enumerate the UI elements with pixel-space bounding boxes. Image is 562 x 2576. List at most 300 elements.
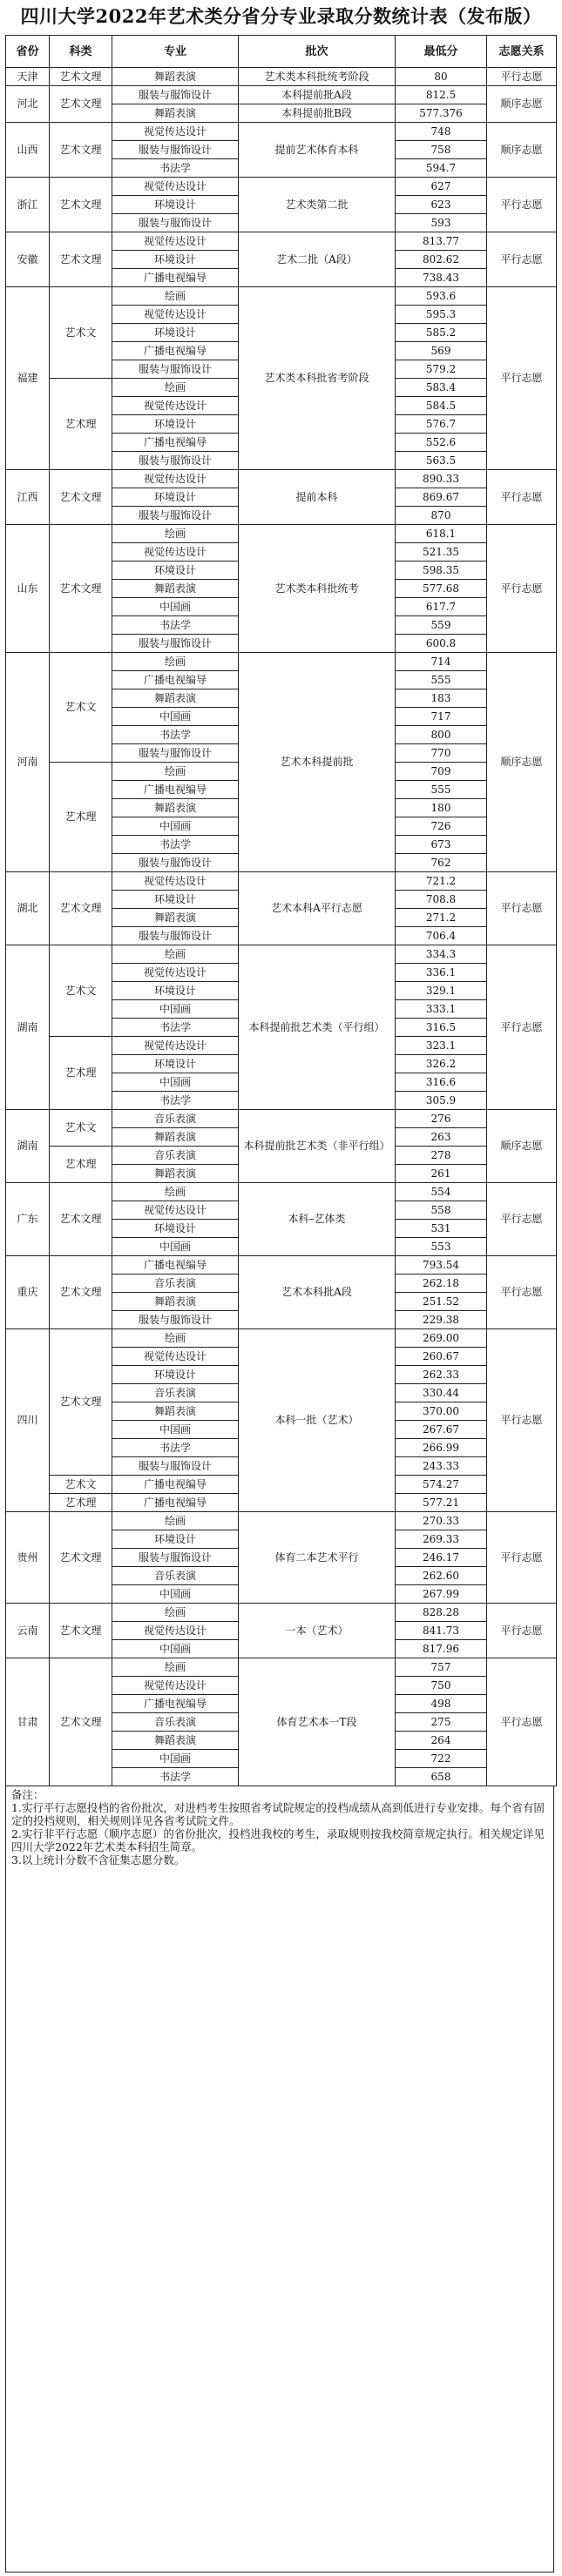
cell-min-score: 271.2 xyxy=(396,909,487,927)
table-header-row xyxy=(6,36,557,68)
cell-major: 环境设计 xyxy=(112,1220,239,1238)
cell-volunteer: 平行志愿 xyxy=(487,287,557,470)
cell-min-score: 817.96 xyxy=(396,1640,487,1658)
table-row xyxy=(6,86,557,104)
cell-batch: 艺术二批（A段） xyxy=(239,232,396,287)
cell-min-score: 262.18 xyxy=(396,1275,487,1293)
cell-min-score: 595.3 xyxy=(396,306,487,324)
cell-subject: 艺术文理 xyxy=(50,1256,112,1329)
cell-major: 环境设计 xyxy=(112,562,239,580)
table-row xyxy=(6,68,557,86)
header-province: 省份 xyxy=(6,36,50,68)
cell-min-score: 721.2 xyxy=(396,872,487,891)
cell-volunteer: 平行志愿 xyxy=(487,232,557,287)
cell-major: 视觉传达设计 xyxy=(112,1677,239,1695)
cell-min-score: 770 xyxy=(396,744,487,763)
cell-major: 中国画 xyxy=(112,708,239,726)
cell-min-score: 262.33 xyxy=(396,1366,487,1384)
cell-min-score: 802.62 xyxy=(396,251,487,269)
cell-major: 绘画 xyxy=(112,287,239,306)
cell-min-score: 722 xyxy=(396,1750,487,1768)
cell-min-score: 80 xyxy=(396,68,487,86)
cell-major: 舞蹈表演 xyxy=(112,799,239,817)
cell-batch: 艺术类第二批 xyxy=(239,178,396,232)
cell-major: 环境设计 xyxy=(112,324,239,342)
cell-major: 服装与服饰设计 xyxy=(112,141,239,159)
cell-subject: 艺术文理 xyxy=(50,1329,112,1476)
cell-batch: 本科提前批B段 xyxy=(239,104,396,123)
table-row xyxy=(6,525,557,543)
cell-min-score: 262.60 xyxy=(396,1567,487,1585)
cell-major: 书法学 xyxy=(112,726,239,744)
cell-major: 舞蹈表演 xyxy=(112,104,239,123)
cell-major: 环境设计 xyxy=(112,415,239,434)
cell-min-score: 726 xyxy=(396,817,487,836)
cell-major: 中国画 xyxy=(112,1000,239,1019)
cell-major: 视觉传达设计 xyxy=(112,1348,239,1366)
cell-subject: 艺术文理 xyxy=(50,68,112,86)
cell-subject: 艺术文 xyxy=(50,1110,112,1147)
cell-min-score: 263 xyxy=(396,1128,487,1147)
cell-volunteer: 平行志愿 xyxy=(487,470,557,525)
cell-major: 书法学 xyxy=(112,1092,239,1110)
table-row xyxy=(6,872,557,891)
cell-subject: 艺术理 xyxy=(50,1037,112,1110)
header-subject: 科类 xyxy=(50,36,112,68)
cell-min-score: 800 xyxy=(396,726,487,744)
table-row xyxy=(6,1604,557,1622)
cell-province: 安徽 xyxy=(6,232,50,287)
cell-min-score: 269.33 xyxy=(396,1530,487,1549)
cell-min-score: 555 xyxy=(396,671,487,689)
cell-major: 服装与服饰设计 xyxy=(112,744,239,763)
cell-major: 舞蹈表演 xyxy=(112,1402,239,1421)
cell-min-score: 333.1 xyxy=(396,1000,487,1019)
cell-subject: 艺术文 xyxy=(50,653,112,763)
table-row xyxy=(6,653,557,671)
cell-min-score: 267.99 xyxy=(396,1585,487,1604)
cell-major: 广播电视编导 xyxy=(112,1256,239,1275)
cell-major: 广播电视编导 xyxy=(112,1695,239,1713)
notes-section xyxy=(5,1786,554,2573)
cell-min-score: 260.67 xyxy=(396,1348,487,1366)
cell-major: 视觉传达设计 xyxy=(112,1622,239,1640)
cell-major: 环境设计 xyxy=(112,891,239,909)
cell-major: 视觉传达设计 xyxy=(112,964,239,982)
cell-major: 服装与服饰设计 xyxy=(112,927,239,945)
table-row xyxy=(6,232,557,251)
cell-major: 环境设计 xyxy=(112,1055,239,1073)
cell-min-score: 370.00 xyxy=(396,1402,487,1421)
cell-province: 湖北 xyxy=(6,872,50,945)
cell-major: 舞蹈表演 xyxy=(112,909,239,927)
cell-province: 广东 xyxy=(6,1183,50,1256)
cell-volunteer: 平行志愿 xyxy=(487,1256,557,1329)
table-row xyxy=(6,1329,557,1348)
cell-min-score: 577.21 xyxy=(396,1494,487,1512)
cell-min-score: 762 xyxy=(396,854,487,872)
page-title: 四川大学2022年艺术类分省分专业录取分数统计表（发布版） xyxy=(20,5,542,27)
cell-batch: 一本（艺术） xyxy=(239,1604,396,1658)
cell-major: 绘画 xyxy=(112,1512,239,1530)
cell-major: 环境设计 xyxy=(112,1366,239,1384)
note-line-3: 3.以上统计分数不含征集志愿分数。 xyxy=(11,1853,186,1866)
cell-min-score: 553 xyxy=(396,1238,487,1256)
score-table xyxy=(5,35,557,1786)
cell-province: 浙江 xyxy=(6,178,50,232)
cell-major: 音乐表演 xyxy=(112,1275,239,1293)
cell-min-score: 618.1 xyxy=(396,525,487,543)
cell-min-score: 569 xyxy=(396,342,487,360)
cell-major: 中国画 xyxy=(112,817,239,836)
cell-volunteer: 顺序志愿 xyxy=(487,1110,557,1183)
cell-province: 四川 xyxy=(6,1329,50,1512)
cell-min-score: 584.5 xyxy=(396,397,487,415)
cell-major: 中国画 xyxy=(112,1238,239,1256)
cell-province: 天津 xyxy=(6,68,50,86)
cell-subject: 艺术理 xyxy=(50,1147,112,1183)
cell-min-score: 264 xyxy=(396,1732,487,1750)
cell-min-score: 890.33 xyxy=(396,470,487,488)
cell-min-score: 577.68 xyxy=(396,580,487,598)
cell-major: 视觉传达设计 xyxy=(112,470,239,488)
cell-min-score: 305.9 xyxy=(396,1092,487,1110)
cell-min-score: 576.7 xyxy=(396,415,487,434)
cell-min-score: 269.00 xyxy=(396,1329,487,1348)
table-row xyxy=(6,1183,557,1201)
cell-major: 服装与服饰设计 xyxy=(112,214,239,232)
cell-batch: 本科提前批艺术类（平行组） xyxy=(239,945,396,1110)
cell-volunteer: 顺序志愿 xyxy=(487,123,557,178)
cell-province: 山东 xyxy=(6,525,50,653)
cell-min-score: 714 xyxy=(396,653,487,671)
cell-major: 音乐表演 xyxy=(112,1713,239,1732)
header-batch: 批次 xyxy=(239,36,396,68)
cell-major: 舞蹈表演 xyxy=(112,1128,239,1147)
header-min-score: 最低分 xyxy=(396,36,487,68)
cell-major: 绘画 xyxy=(112,1329,239,1348)
note-line-1: 1.实行平行志愿投档的省份批次，对进档考生按照省考试院规定的投档成绩从高到低进行专业安排。每个省有固定的投档规则，相关规则详见各省考试院文件。 xyxy=(11,1801,545,1827)
cell-min-score: 552.6 xyxy=(396,434,487,452)
cell-min-score: 598.35 xyxy=(396,562,487,580)
cell-major: 绘画 xyxy=(112,1604,239,1622)
cell-major: 广播电视编导 xyxy=(112,434,239,452)
cell-volunteer: 平行志愿 xyxy=(487,1329,557,1512)
table-row xyxy=(6,287,557,306)
cell-batch: 体育艺术本一T段 xyxy=(239,1658,396,1786)
cell-min-score: 275 xyxy=(396,1713,487,1732)
cell-min-score: 316.5 xyxy=(396,1019,487,1037)
cell-min-score: 334.3 xyxy=(396,945,487,964)
cell-major: 服装与服饰设计 xyxy=(112,1311,239,1329)
cell-min-score: 558 xyxy=(396,1201,487,1220)
cell-volunteer: 平行志愿 xyxy=(487,68,557,86)
cell-major: 音乐表演 xyxy=(112,1384,239,1402)
cell-major: 视觉传达设计 xyxy=(112,306,239,324)
cell-major: 广播电视编导 xyxy=(112,342,239,360)
cell-batch: 本科一批（艺术） xyxy=(239,1329,396,1512)
cell-major: 舞蹈表演 xyxy=(112,68,239,86)
cell-min-score: 623 xyxy=(396,196,487,214)
table-row xyxy=(6,1256,557,1275)
cell-subject: 艺术理 xyxy=(50,379,112,470)
cell-batch: 提前艺术体育本科 xyxy=(239,123,396,178)
cell-min-score: 574.27 xyxy=(396,1476,487,1494)
cell-batch: 艺术类本科批省考阶段 xyxy=(239,287,396,470)
cell-major: 环境设计 xyxy=(112,251,239,269)
cell-min-score: 758 xyxy=(396,141,487,159)
cell-min-score: 521.35 xyxy=(396,543,487,562)
cell-major: 视觉传达设计 xyxy=(112,397,239,415)
cell-batch: 体育二本艺术平行 xyxy=(239,1512,396,1604)
cell-min-score: 559 xyxy=(396,616,487,635)
cell-subject: 艺术文理 xyxy=(50,178,112,232)
cell-major: 视觉传达设计 xyxy=(112,543,239,562)
cell-min-score: 593.6 xyxy=(396,287,487,306)
cell-min-score: 498 xyxy=(396,1695,487,1713)
cell-min-score: 267.67 xyxy=(396,1421,487,1439)
cell-min-score: 183 xyxy=(396,689,487,708)
cell-min-score: 316.6 xyxy=(396,1073,487,1092)
cell-major: 舞蹈表演 xyxy=(112,1732,239,1750)
cell-volunteer: 顺序志愿 xyxy=(487,86,557,123)
cell-min-score: 278 xyxy=(396,1147,487,1165)
cell-min-score: 326.2 xyxy=(396,1055,487,1073)
table-body xyxy=(6,68,557,1786)
cell-min-score: 270.33 xyxy=(396,1512,487,1530)
cell-major: 服装与服饰设计 xyxy=(112,360,239,379)
cell-major: 视觉传达设计 xyxy=(112,232,239,251)
cell-batch: 本科–艺体类 xyxy=(239,1183,396,1256)
cell-province: 甘肃 xyxy=(6,1658,50,1786)
cell-major: 音乐表演 xyxy=(112,1110,239,1128)
cell-major: 环境设计 xyxy=(112,196,239,214)
cell-major: 中国画 xyxy=(112,1073,239,1092)
table-row xyxy=(6,470,557,488)
cell-major: 绘画 xyxy=(112,653,239,671)
cell-major: 书法学 xyxy=(112,616,239,635)
cell-min-score: 708.8 xyxy=(396,891,487,909)
cell-min-score: 750 xyxy=(396,1677,487,1695)
cell-min-score: 531 xyxy=(396,1220,487,1238)
cell-volunteer: 平行志愿 xyxy=(487,945,557,1110)
cell-min-score: 563.5 xyxy=(396,452,487,470)
cell-min-score: 555 xyxy=(396,781,487,799)
cell-major: 中国画 xyxy=(112,1585,239,1604)
cell-volunteer: 平行志愿 xyxy=(487,1604,557,1658)
cell-min-score: 323.1 xyxy=(396,1037,487,1055)
cell-min-score: 748 xyxy=(396,123,487,141)
table-row xyxy=(6,1658,557,1677)
cell-subject: 艺术文理 xyxy=(50,1512,112,1604)
cell-min-score: 617.7 xyxy=(396,598,487,616)
cell-batch: 本科提前批A段 xyxy=(239,86,396,104)
cell-min-score: 738.43 xyxy=(396,269,487,287)
cell-major: 视觉传达设计 xyxy=(112,1201,239,1220)
cell-min-score: 812.5 xyxy=(396,86,487,104)
cell-batch: 艺术类本科批统考 xyxy=(239,525,396,653)
table-row xyxy=(6,123,557,141)
cell-major: 广播电视编导 xyxy=(112,1476,239,1494)
cell-min-score: 658 xyxy=(396,1768,487,1786)
cell-major: 绘画 xyxy=(112,525,239,543)
cell-min-score: 757 xyxy=(396,1658,487,1677)
header-volunteer: 志愿关系 xyxy=(487,36,557,68)
cell-province: 江西 xyxy=(6,470,50,525)
cell-min-score: 261 xyxy=(396,1165,487,1183)
cell-major: 舞蹈表演 xyxy=(112,1165,239,1183)
cell-major: 音乐表演 xyxy=(112,1567,239,1585)
cell-min-score: 246.17 xyxy=(396,1549,487,1567)
header-major: 专业 xyxy=(112,36,239,68)
cell-major: 中国画 xyxy=(112,1750,239,1768)
cell-volunteer: 平行志愿 xyxy=(487,178,557,232)
cell-min-score: 600.8 xyxy=(396,635,487,653)
table-row xyxy=(6,178,557,196)
cell-major: 绘画 xyxy=(112,379,239,397)
cell-major: 视觉传达设计 xyxy=(112,1037,239,1055)
cell-province: 河南 xyxy=(6,653,50,872)
table-row xyxy=(6,1512,557,1530)
cell-subject: 艺术文 xyxy=(50,945,112,1037)
cell-min-score: 593 xyxy=(396,214,487,232)
cell-min-score: 841.73 xyxy=(396,1622,487,1640)
cell-subject: 艺术文理 xyxy=(50,86,112,123)
cell-subject: 艺术文理 xyxy=(50,123,112,178)
cell-province: 贵州 xyxy=(6,1512,50,1604)
cell-province: 重庆 xyxy=(6,1256,50,1329)
cell-min-score: 594.7 xyxy=(396,159,487,178)
cell-volunteer: 平行志愿 xyxy=(487,1658,557,1786)
cell-min-score: 828.28 xyxy=(396,1604,487,1622)
cell-min-score: 717 xyxy=(396,708,487,726)
cell-major: 绘画 xyxy=(112,1183,239,1201)
cell-major: 音乐表演 xyxy=(112,1147,239,1165)
cell-volunteer: 平行志愿 xyxy=(487,872,557,945)
cell-major: 服装与服饰设计 xyxy=(112,507,239,525)
cell-subject: 艺术文理 xyxy=(50,1183,112,1256)
cell-batch: 艺术本科A平行志愿 xyxy=(239,872,396,945)
cell-province: 福建 xyxy=(6,287,50,470)
cell-major: 服装与服饰设计 xyxy=(112,635,239,653)
cell-major: 中国画 xyxy=(112,598,239,616)
cell-province: 湖南 xyxy=(6,1110,50,1183)
cell-major: 书法学 xyxy=(112,1439,239,1457)
cell-min-score: 813.77 xyxy=(396,232,487,251)
table-row xyxy=(6,945,557,964)
cell-min-score: 870 xyxy=(396,507,487,525)
cell-major: 书法学 xyxy=(112,836,239,854)
cell-volunteer: 平行志愿 xyxy=(487,1183,557,1256)
cell-province: 湖南 xyxy=(6,945,50,1110)
cell-major: 中国画 xyxy=(112,1640,239,1658)
cell-min-score: 627 xyxy=(396,178,487,196)
cell-batch: 艺术本科批A段 xyxy=(239,1256,396,1329)
cell-major: 服装与服饰设计 xyxy=(112,452,239,470)
notes-heading: 备注： xyxy=(11,1788,44,1801)
cell-subject: 艺术文理 xyxy=(50,872,112,945)
cell-subject: 艺术文理 xyxy=(50,1604,112,1658)
cell-subject: 艺术文 xyxy=(50,287,112,379)
cell-min-score: 673 xyxy=(396,836,487,854)
cell-subject: 艺术理 xyxy=(50,763,112,872)
cell-major: 服装与服饰设计 xyxy=(112,1457,239,1476)
cell-subject: 艺术理 xyxy=(50,1494,112,1512)
cell-min-score: 329.1 xyxy=(396,982,487,1000)
cell-subject: 艺术文理 xyxy=(50,470,112,525)
cell-batch: 提前本科 xyxy=(239,470,396,525)
cell-major: 环境设计 xyxy=(112,1530,239,1549)
cell-major: 广播电视编导 xyxy=(112,671,239,689)
cell-min-score: 585.2 xyxy=(396,324,487,342)
cell-volunteer: 平行志愿 xyxy=(487,525,557,653)
cell-min-score: 266.99 xyxy=(396,1439,487,1457)
cell-major: 绘画 xyxy=(112,1658,239,1677)
cell-batch: 本科提前批艺术类（非平行组） xyxy=(239,1110,396,1183)
cell-subject: 艺术文 xyxy=(50,1476,112,1494)
cell-major: 书法学 xyxy=(112,1768,239,1786)
cell-major: 中国画 xyxy=(112,1421,239,1439)
cell-major: 舞蹈表演 xyxy=(112,1293,239,1311)
table-row xyxy=(6,1110,557,1128)
cell-major: 书法学 xyxy=(112,159,239,178)
cell-min-score: 336.1 xyxy=(396,964,487,982)
cell-province: 山西 xyxy=(6,123,50,178)
cell-major: 服装与服饰设计 xyxy=(112,86,239,104)
cell-min-score: 330.44 xyxy=(396,1384,487,1402)
cell-batch: 艺术类本科批统考阶段 xyxy=(239,68,396,86)
cell-major: 广播电视编导 xyxy=(112,1494,239,1512)
cell-major: 环境设计 xyxy=(112,488,239,507)
cell-min-score: 709 xyxy=(396,763,487,781)
note-line-2: 2.实行非平行志愿（顺序志愿）的省份批次，投档进我校的考生，录取规则按我校简章规定执行。相关规定详见四川大学2022年艺术类本科招生简章。 xyxy=(11,1827,545,1853)
cell-min-score: 793.54 xyxy=(396,1256,487,1275)
cell-major: 服装与服饰设计 xyxy=(112,854,239,872)
cell-major: 绘画 xyxy=(112,945,239,964)
cell-major: 舞蹈表演 xyxy=(112,580,239,598)
cell-subject: 艺术文理 xyxy=(50,232,112,287)
cell-major: 视觉传达设计 xyxy=(112,178,239,196)
cell-major: 环境设计 xyxy=(112,982,239,1000)
cell-province: 云南 xyxy=(6,1604,50,1658)
cell-min-score: 869.67 xyxy=(396,488,487,507)
cell-min-score: 577.376 xyxy=(396,104,487,123)
cell-min-score: 579.2 xyxy=(396,360,487,379)
cell-major: 视觉传达设计 xyxy=(112,123,239,141)
cell-min-score: 180 xyxy=(396,799,487,817)
cell-volunteer: 平行志愿 xyxy=(487,1512,557,1604)
cell-subject: 艺术文理 xyxy=(50,525,112,653)
cell-min-score: 229.38 xyxy=(396,1311,487,1329)
cell-province: 河北 xyxy=(6,86,50,123)
cell-major: 书法学 xyxy=(112,1019,239,1037)
cell-min-score: 583.4 xyxy=(396,379,487,397)
cell-major: 视觉传达设计 xyxy=(112,872,239,891)
cell-major: 舞蹈表演 xyxy=(112,689,239,708)
cell-min-score: 276 xyxy=(396,1110,487,1128)
cell-major: 绘画 xyxy=(112,763,239,781)
cell-min-score: 706.4 xyxy=(396,927,487,945)
cell-major: 服装与服饰设计 xyxy=(112,1549,239,1567)
cell-min-score: 554 xyxy=(396,1183,487,1201)
cell-min-score: 251.52 xyxy=(396,1293,487,1311)
cell-batch: 艺术本科提前批 xyxy=(239,653,396,872)
cell-volunteer: 顺序志愿 xyxy=(487,653,557,872)
cell-major: 广播电视编导 xyxy=(112,781,239,799)
cell-major: 广播电视编导 xyxy=(112,269,239,287)
cell-min-score: 243.33 xyxy=(396,1457,487,1476)
cell-subject: 艺术文理 xyxy=(50,1658,112,1786)
